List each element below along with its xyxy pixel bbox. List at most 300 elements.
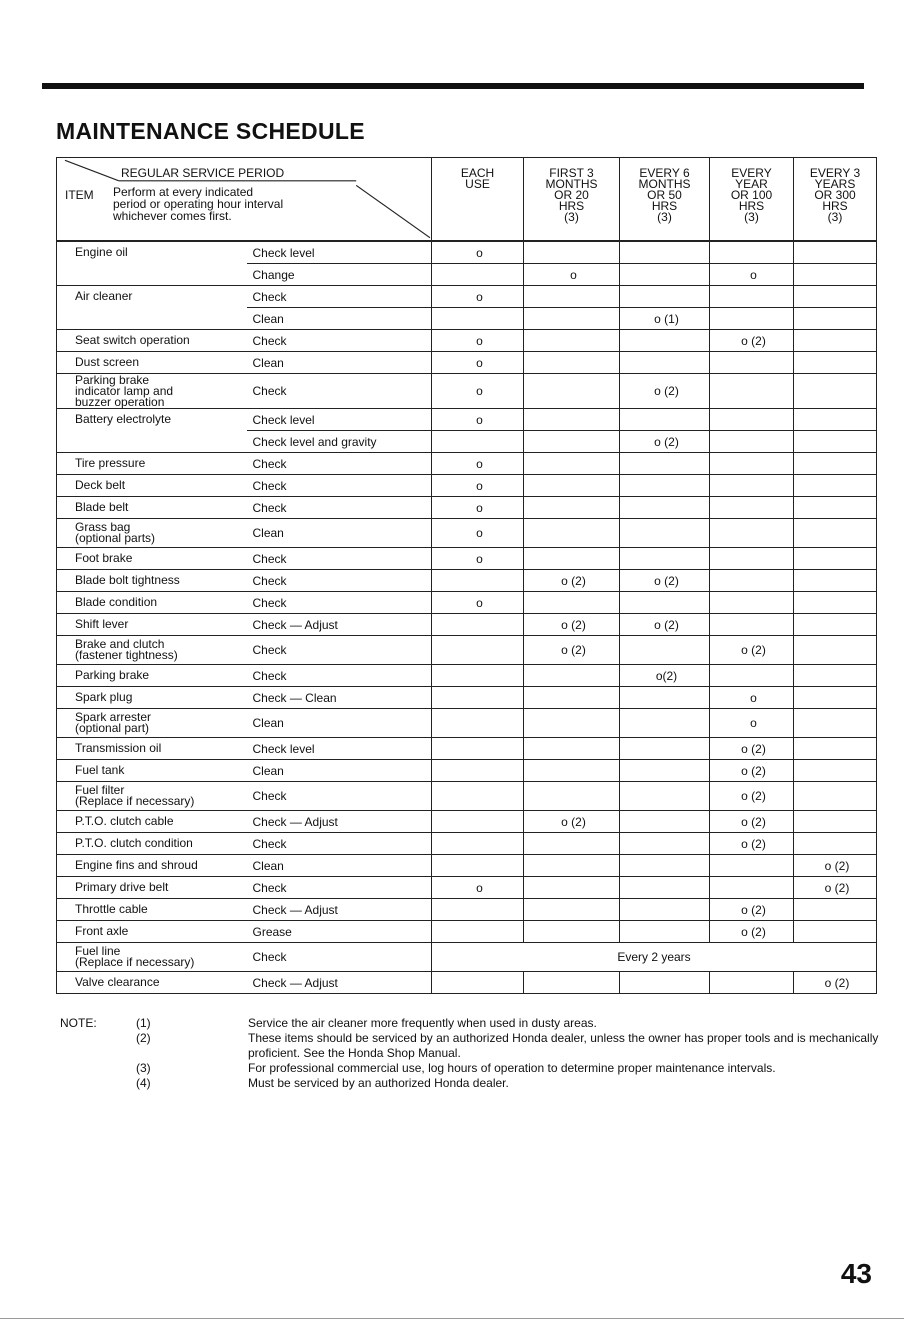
item-name: Tire pressure	[75, 456, 146, 470]
table-row	[57, 431, 877, 453]
item-name-cell	[57, 877, 247, 899]
item-name: Primary drive belt	[75, 880, 169, 894]
schedule-mark-cell	[524, 921, 620, 943]
schedule-mark-cell	[710, 636, 794, 665]
item-label: ITEM	[65, 188, 94, 202]
schedule-mark-cell	[620, 709, 710, 738]
table-row	[57, 877, 877, 899]
schedule-mark-cell	[794, 497, 877, 519]
item-name-cell	[57, 855, 247, 877]
schedule-mark-cell	[794, 453, 877, 475]
note-label: NOTE:	[60, 1016, 97, 1030]
schedule-mark-cell	[620, 972, 710, 994]
table-row	[57, 241, 877, 264]
schedule-mark-cell	[432, 687, 524, 709]
schedule-mark: o (2)	[654, 573, 679, 588]
schedule-mark-cell	[794, 782, 877, 811]
column-header-line: YEARS	[814, 177, 856, 191]
schedule-mark-cell	[794, 330, 877, 352]
schedule-mark-cell	[524, 687, 620, 709]
notes-section	[60, 1016, 880, 1091]
schedule-mark: o (2)	[561, 573, 586, 588]
item-name-cell	[57, 409, 247, 431]
column-header-line: MONTHS	[638, 177, 691, 191]
service-action: Clean	[247, 855, 432, 877]
column-header-each-use	[432, 158, 524, 242]
schedule-mark-cell	[620, 833, 710, 855]
schedule-mark: o (2)	[561, 617, 586, 632]
schedule-mark-cell	[620, 497, 710, 519]
note-number: (3)	[136, 1061, 151, 1075]
item-name-cell	[57, 497, 247, 519]
schedule-mark: o (2)	[741, 924, 766, 939]
schedule-mark-cell	[710, 374, 794, 409]
table-row	[57, 570, 877, 592]
schedule-mark-cell	[710, 782, 794, 811]
schedule-mark-cell	[620, 286, 710, 308]
item-name: Parking brake	[75, 668, 150, 682]
schedule-mark: o (2)	[654, 434, 679, 449]
column-header-line: FIRST 3	[549, 166, 594, 180]
schedule-mark-cell	[620, 352, 710, 374]
note-number: (2)	[136, 1031, 151, 1045]
service-action: Check level	[247, 241, 432, 264]
schedule-mark: o (2)	[741, 789, 766, 803]
item-name-cell	[57, 614, 247, 636]
schedule-mark-cell	[524, 264, 620, 286]
schedule-mark-cell	[432, 877, 524, 899]
table-row	[57, 286, 877, 308]
item-name-cell	[57, 374, 247, 409]
schedule-mark-cell	[794, 374, 877, 409]
service-action: Clean	[247, 352, 432, 374]
item-name: Throttle cable	[75, 902, 148, 916]
service-action: Check	[247, 592, 432, 614]
schedule-mark: o (2)	[741, 741, 766, 756]
item-name-cell	[57, 943, 247, 972]
schedule-mark-cell	[432, 431, 524, 453]
schedule-mark-cell	[710, 352, 794, 374]
schedule-mark-cell	[794, 614, 877, 636]
schedule-mark-cell	[432, 308, 524, 330]
schedule-mark: o (2)	[824, 858, 850, 873]
schedule-mark-cell	[620, 614, 710, 636]
schedule-mark-cell	[794, 833, 877, 855]
item-name: Blade condition	[75, 595, 158, 609]
item-name: Dust screen	[75, 355, 140, 369]
interval-span-cell: Every 2 years	[432, 943, 877, 972]
item-name-cell	[57, 570, 247, 592]
column-header-every-3-years	[794, 158, 877, 242]
item-name: Blade bolt tightness	[75, 573, 180, 587]
perform-line: Perform at every indicated	[113, 185, 254, 199]
table-row	[57, 687, 877, 709]
schedule-mark-cell	[710, 592, 794, 614]
table-row	[57, 899, 877, 921]
table-row	[57, 921, 877, 943]
service-action: Check	[247, 943, 432, 972]
table-row	[57, 738, 877, 760]
schedule-mark-cell	[620, 592, 710, 614]
schedule-mark-cell	[524, 855, 620, 877]
schedule-mark-cell	[794, 286, 877, 308]
column-header-line: MONTHS	[545, 177, 598, 191]
schedule-mark-cell	[524, 738, 620, 760]
schedule-mark-cell	[432, 497, 524, 519]
schedule-mark-cell	[794, 308, 877, 330]
schedule-mark-cell	[432, 592, 524, 614]
service-action: Check	[247, 833, 432, 855]
schedule-mark: o (2)	[654, 617, 679, 632]
schedule-mark-cell	[432, 738, 524, 760]
schedule-mark-cell	[524, 877, 620, 899]
schedule-mark-cell	[710, 409, 794, 431]
service-action: Check	[247, 665, 432, 687]
table-row	[57, 665, 877, 687]
schedule-mark-cell	[432, 475, 524, 497]
schedule-mark-cell	[524, 241, 620, 264]
column-header-line: (3)	[657, 210, 672, 224]
schedule-mark-cell	[524, 570, 620, 592]
item-name-cell	[57, 519, 247, 548]
table-row	[57, 614, 877, 636]
schedule-mark-cell	[620, 687, 710, 709]
schedule-mark-cell	[524, 899, 620, 921]
schedule-mark: o (2)	[741, 814, 766, 829]
service-action: Check level	[247, 409, 432, 431]
schedule-mark-cell	[432, 614, 524, 636]
schedule-mark-cell	[710, 899, 794, 921]
schedule-mark: o	[476, 526, 483, 540]
schedule-mark-cell	[794, 264, 877, 286]
schedule-mark-cell	[620, 374, 710, 409]
schedule-mark-cell	[710, 614, 794, 636]
item-name: Parking brake indicator lamp and buzzer operation	[75, 372, 174, 409]
period-header-cell	[57, 158, 432, 242]
schedule-mark-cell	[620, 519, 710, 548]
note-row	[60, 1061, 880, 1076]
schedule-mark-cell	[432, 636, 524, 665]
schedule-mark-cell	[794, 687, 877, 709]
perform-instructions	[113, 186, 323, 222]
item-name-cell	[57, 709, 247, 738]
schedule-mark: o (2)	[561, 814, 586, 829]
item-name: Blade belt	[75, 500, 129, 514]
schedule-mark-cell	[620, 409, 710, 431]
note-text: These items should be serviced by an authorized Honda dealer, unless the owner has proper tools and is mechanically proficient. See the Honda Shop Manual.	[248, 1031, 879, 1060]
schedule-mark-cell	[710, 709, 794, 738]
note-row	[60, 1016, 880, 1031]
schedule-mark-cell	[432, 453, 524, 475]
item-name-cell	[57, 330, 247, 352]
schedule-mark-cell	[524, 453, 620, 475]
schedule-mark-cell	[432, 264, 524, 286]
schedule-mark-cell	[710, 548, 794, 570]
page-title: MAINTENANCE SCHEDULE	[56, 118, 365, 144]
item-name: Spark arrester (optional part)	[75, 710, 152, 735]
schedule-mark-cell	[710, 833, 794, 855]
note-label	[60, 1076, 136, 1091]
schedule-mark-cell	[524, 636, 620, 665]
service-action: Check — Clean	[247, 687, 432, 709]
table-row	[57, 782, 877, 811]
schedule-mark-cell	[710, 972, 794, 994]
table-row	[57, 972, 877, 994]
item-name-cell	[57, 738, 247, 760]
service-action: Check	[247, 877, 432, 899]
schedule-mark-cell	[710, 877, 794, 899]
schedule-mark-cell	[794, 709, 877, 738]
schedule-mark-cell	[524, 709, 620, 738]
item-name-cell	[57, 241, 247, 264]
schedule-mark-cell	[710, 811, 794, 833]
schedule-mark-cell	[524, 614, 620, 636]
schedule-mark-cell	[710, 519, 794, 548]
item-name-cell	[57, 453, 247, 475]
note-row	[60, 1076, 880, 1091]
schedule-mark: o (2)	[741, 763, 766, 778]
service-action: Check	[247, 570, 432, 592]
schedule-mark-cell	[524, 760, 620, 782]
table-row	[57, 475, 877, 497]
table-row	[57, 352, 877, 374]
service-action: Check	[247, 453, 432, 475]
schedule-mark-cell	[620, 475, 710, 497]
schedule-mark: o	[476, 355, 483, 370]
table-row	[57, 636, 877, 665]
schedule-mark: o	[476, 289, 483, 304]
item-name: Foot brake	[75, 551, 133, 565]
column-header-line: OR 50	[647, 188, 682, 202]
schedule-mark-cell	[524, 592, 620, 614]
note-label	[60, 1031, 136, 1061]
note-row	[60, 1031, 880, 1061]
schedule-mark-cell	[710, 497, 794, 519]
schedule-mark-cell	[432, 899, 524, 921]
item-name-cell	[57, 548, 247, 570]
schedule-mark-cell	[524, 409, 620, 431]
column-header-line: (3)	[744, 210, 759, 224]
schedule-mark-cell	[794, 548, 877, 570]
item-name-cell	[57, 592, 247, 614]
schedule-mark-cell	[432, 570, 524, 592]
item-name-cell	[57, 352, 247, 374]
schedule-mark-cell	[524, 782, 620, 811]
column-header-first-3-months	[524, 158, 620, 242]
column-header-line: HRS	[738, 199, 765, 213]
schedule-mark-cell	[794, 972, 877, 994]
schedule-mark: o	[476, 333, 483, 348]
schedule-mark-cell	[432, 352, 524, 374]
table-row	[57, 548, 877, 570]
column-header-line: HRS	[651, 199, 678, 213]
schedule-mark-cell	[794, 899, 877, 921]
table-row	[57, 592, 877, 614]
schedule-mark-cell	[432, 286, 524, 308]
schedule-mark: o(2)	[655, 668, 678, 683]
schedule-mark-cell	[710, 475, 794, 497]
schedule-mark-cell	[432, 548, 524, 570]
perform-line: whichever comes first.	[113, 209, 232, 223]
table-row	[57, 497, 877, 519]
schedule-mark: o (2)	[824, 880, 850, 895]
schedule-mark-cell	[794, 241, 877, 264]
schedule-mark: o	[570, 267, 577, 282]
column-header-every-6-months	[620, 158, 710, 242]
schedule-mark-cell	[432, 811, 524, 833]
schedule-mark-cell	[432, 855, 524, 877]
schedule-mark-cell	[794, 921, 877, 943]
schedule-mark-cell	[794, 855, 877, 877]
schedule-mark-cell	[620, 241, 710, 264]
table-row	[57, 855, 877, 877]
schedule-mark-cell	[710, 760, 794, 782]
schedule-mark-cell	[620, 665, 710, 687]
schedule-mark: o	[750, 690, 757, 705]
item-name: P.T.O. clutch cable	[75, 814, 174, 828]
schedule-mark-cell	[794, 519, 877, 548]
schedule-mark-cell	[710, 264, 794, 286]
schedule-mark: o (2)	[561, 643, 586, 657]
schedule-mark-cell	[710, 921, 794, 943]
schedule-mark: o (2)	[741, 902, 766, 917]
service-action: Check — Adjust	[247, 614, 432, 636]
schedule-mark-cell	[432, 833, 524, 855]
top-rule	[42, 83, 864, 89]
item-name: Spark plug	[75, 690, 133, 704]
service-action: Check	[247, 548, 432, 570]
schedule-mark-cell	[432, 972, 524, 994]
service-action: Check level	[247, 738, 432, 760]
schedule-mark-cell	[432, 782, 524, 811]
table-row	[57, 374, 877, 409]
schedule-mark-cell	[620, 877, 710, 899]
schedule-mark-cell	[524, 352, 620, 374]
table-row	[57, 833, 877, 855]
schedule-mark-cell	[524, 431, 620, 453]
schedule-mark-cell	[432, 921, 524, 943]
schedule-mark: o (2)	[654, 384, 679, 398]
schedule-mark-cell	[620, 264, 710, 286]
schedule-mark: o	[476, 478, 483, 493]
schedule-mark-cell	[710, 431, 794, 453]
note-text: For professional commercial use, log hours of operation to determine proper maintenance intervals.	[248, 1061, 776, 1075]
note-text: Service the air cleaner more frequently when used in dusty areas.	[248, 1016, 597, 1030]
item-name-cell	[57, 308, 247, 330]
schedule-mark-cell	[524, 519, 620, 548]
item-name-cell	[57, 899, 247, 921]
column-header-line: (3)	[827, 210, 843, 224]
table-row	[57, 943, 877, 972]
service-action: Check	[247, 330, 432, 352]
item-name: Seat switch operation	[75, 333, 190, 347]
column-header-line: OR 100	[730, 188, 773, 202]
schedule-mark-cell	[620, 453, 710, 475]
service-action: Check	[247, 286, 432, 308]
table-row	[57, 308, 877, 330]
service-action: Change	[247, 264, 432, 286]
schedule-mark-cell	[524, 497, 620, 519]
schedule-mark-cell	[794, 665, 877, 687]
service-action: Check	[247, 497, 432, 519]
service-action: Check — Adjust	[247, 811, 432, 833]
schedule-mark-cell	[524, 811, 620, 833]
item-name: Air cleaner	[75, 289, 133, 304]
item-name: Valve clearance	[75, 975, 160, 989]
schedule-mark-cell	[794, 592, 877, 614]
service-action: Check	[247, 636, 432, 665]
schedule-mark-cell	[620, 782, 710, 811]
schedule-mark: o	[476, 880, 483, 895]
item-name: Engine oil	[75, 245, 128, 260]
schedule-mark: o	[750, 267, 757, 282]
schedule-mark: o	[476, 551, 483, 566]
note-label	[60, 1061, 136, 1076]
column-header-line: EVERY 6	[639, 166, 690, 180]
table-row	[57, 760, 877, 782]
item-name-cell	[57, 636, 247, 665]
schedule-mark-cell	[524, 972, 620, 994]
table-row	[57, 330, 877, 352]
column-header-line: EACH	[460, 166, 495, 180]
item-name: Deck belt	[75, 478, 126, 492]
item-name: Battery electrolyte	[75, 412, 172, 427]
schedule-mark-cell	[524, 833, 620, 855]
schedule-mark-cell	[432, 760, 524, 782]
item-name-cell	[57, 475, 247, 497]
schedule-mark: o (2)	[824, 975, 850, 990]
column-header-every-year	[710, 158, 794, 242]
item-name-cell	[57, 972, 247, 994]
schedule-mark-cell	[794, 811, 877, 833]
item-name: Brake and clutch (fastener tightness)	[75, 637, 178, 662]
service-action: Grease	[247, 921, 432, 943]
page-number: 43	[840, 1258, 872, 1289]
schedule-mark: o	[750, 716, 757, 730]
schedule-mark-cell	[620, 330, 710, 352]
item-name: Fuel line (Replace if necessary)	[75, 944, 195, 969]
table-row	[57, 264, 877, 286]
schedule-mark-cell	[794, 431, 877, 453]
schedule-mark-cell	[710, 453, 794, 475]
note-number: (4)	[136, 1076, 151, 1090]
schedule-mark-cell	[432, 519, 524, 548]
service-action: Check — Adjust	[247, 899, 432, 921]
schedule-mark-cell	[794, 636, 877, 665]
schedule-mark-cell	[710, 241, 794, 264]
bottom-rule	[0, 1318, 904, 1319]
item-name: Fuel filter (Replace if necessary)	[75, 783, 195, 808]
service-action: Clean	[247, 760, 432, 782]
item-name: Engine fins and shroud	[75, 858, 198, 872]
table-row	[57, 709, 877, 738]
schedule-mark: o (2)	[741, 836, 766, 851]
schedule-mark-cell	[432, 709, 524, 738]
schedule-mark-cell	[710, 308, 794, 330]
schedule-mark: o	[476, 412, 483, 427]
table-row	[57, 811, 877, 833]
schedule-mark: o (1)	[654, 311, 679, 326]
schedule-mark-cell	[794, 760, 877, 782]
schedule-mark-cell	[432, 330, 524, 352]
table-header-row	[57, 158, 877, 242]
schedule-mark: o (2)	[741, 333, 766, 348]
column-header-line: HRS	[558, 199, 585, 213]
schedule-mark-cell	[524, 548, 620, 570]
schedule-mark-cell	[710, 855, 794, 877]
item-name: P.T.O. clutch condition	[75, 836, 193, 850]
schedule-mark: o	[476, 384, 483, 398]
